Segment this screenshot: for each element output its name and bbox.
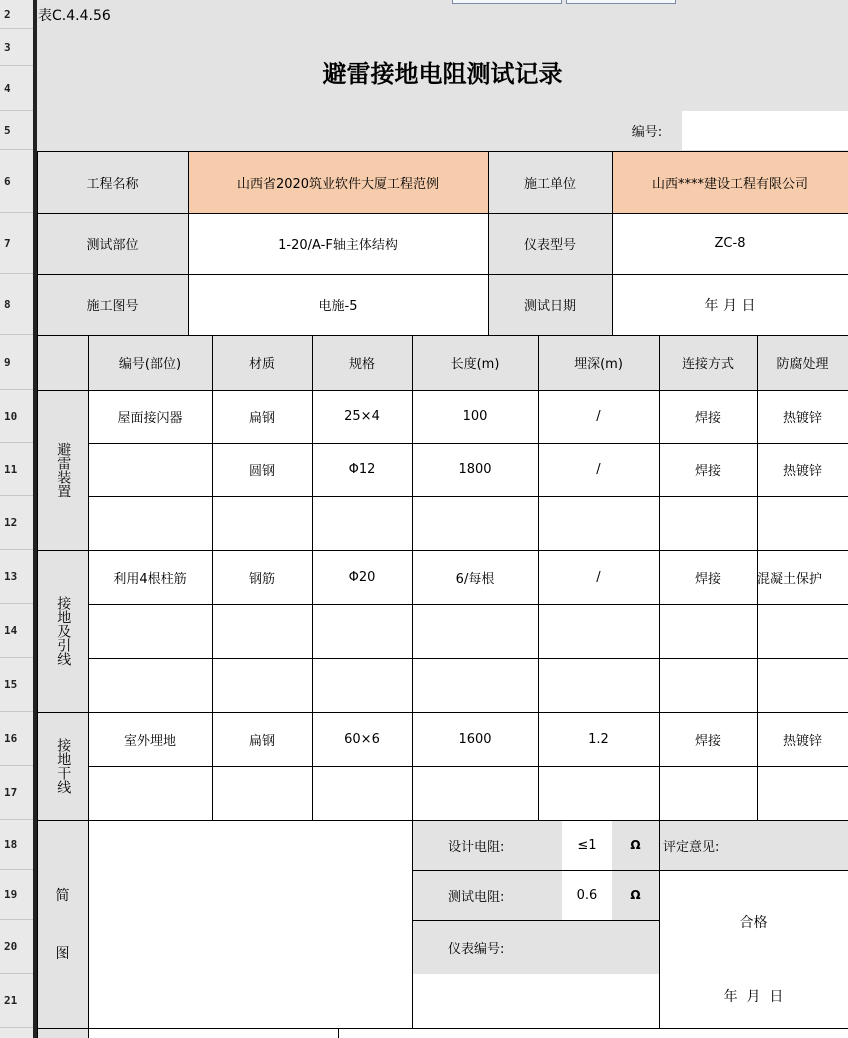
row-number[interactable]: 13: [0, 550, 33, 604]
table-cell[interactable]: 100: [412, 390, 538, 443]
table-cell[interactable]: 混凝土保护: [757, 550, 848, 604]
table-cell[interactable]: [88, 766, 212, 820]
table-cell[interactable]: [312, 658, 412, 712]
table-cell[interactable]: [88, 604, 212, 658]
sketch-label-1: 简: [55, 888, 70, 904]
evaluation-label: 评定意见:: [659, 820, 848, 870]
row-header-column: [0, 0, 34, 1038]
table-cell[interactable]: 热镀锌: [757, 712, 848, 766]
table-cell[interactable]: [538, 658, 659, 712]
table-cell[interactable]: 6/每根: [412, 550, 538, 604]
table-cell[interactable]: [659, 496, 757, 550]
sketch-label: [37, 820, 88, 1028]
test-date-label: 测试日期: [488, 274, 612, 335]
row-number[interactable]: 6: [0, 150, 33, 213]
sketch-label-2: 图: [55, 946, 70, 962]
col-header-material: 材质: [212, 335, 312, 390]
table-cell[interactable]: [312, 604, 412, 658]
table-cell[interactable]: [212, 604, 312, 658]
row-number[interactable]: 8: [0, 274, 33, 335]
number-label: 编号:: [631, 125, 663, 140]
contractor-label: 施工单位: [488, 152, 612, 213]
page-title: 避雷接地电阻测试记录: [322, 59, 563, 88]
bottom-row-cell[interactable]: [338, 1028, 848, 1038]
col-header-id: 编号(部位): [88, 335, 212, 390]
table-cell[interactable]: Φ12: [312, 443, 412, 496]
table-cell[interactable]: [757, 604, 848, 658]
table-cell[interactable]: [412, 496, 538, 550]
table-cell[interactable]: 室外埋地: [88, 712, 212, 766]
table-cell[interactable]: [538, 766, 659, 820]
table-cell[interactable]: [659, 658, 757, 712]
group-label-grounding: 接地及引线: [37, 550, 88, 712]
test-resistance-value[interactable]: 0.6: [562, 870, 612, 920]
col-header-spec: 规格: [312, 335, 412, 390]
table-cell[interactable]: 焊接: [659, 712, 757, 766]
table-cell[interactable]: 1800: [412, 443, 538, 496]
evaluation-date: 年 月 日: [723, 989, 784, 1005]
table-cell[interactable]: 焊接: [659, 443, 757, 496]
table-cell[interactable]: [757, 658, 848, 712]
form-code: 表C.4.4.56: [38, 7, 111, 24]
row-number[interactable]: 14: [0, 604, 33, 658]
table-cell[interactable]: 热镀锌: [757, 390, 848, 443]
group-label-lightning: 避雷装置: [37, 390, 88, 550]
table-cell[interactable]: 1.2: [538, 712, 659, 766]
number-field[interactable]: [682, 111, 848, 150]
project-name-value[interactable]: 山西省2020筑业软件大厦工程范例: [188, 152, 488, 213]
header-blank: [37, 335, 88, 390]
table-cell[interactable]: 60×6: [312, 712, 412, 766]
table-cell[interactable]: [312, 496, 412, 550]
evaluation-value: 合格: [739, 915, 768, 931]
row-number[interactable]: 9: [0, 335, 33, 390]
ohm-unit: Ω: [612, 870, 659, 920]
table-cell[interactable]: [538, 604, 659, 658]
table-cell[interactable]: 焊接: [659, 390, 757, 443]
row-number[interactable]: 19: [0, 870, 33, 920]
row-number[interactable]: 2: [0, 0, 33, 29]
row-number[interactable]: 5: [0, 111, 33, 150]
table-cell[interactable]: 热镀锌: [757, 443, 848, 496]
row-number[interactable]: 10: [0, 390, 33, 443]
table-cell[interactable]: [538, 496, 659, 550]
table-cell[interactable]: /: [538, 443, 659, 496]
row-number[interactable]: 3: [0, 29, 33, 66]
table-cell[interactable]: [312, 766, 412, 820]
table-cell[interactable]: Φ20: [312, 550, 412, 604]
project-name-label: 工程名称: [37, 152, 188, 213]
table-cell[interactable]: [659, 604, 757, 658]
col-header-anticorrosion: 防腐处理: [757, 335, 848, 390]
row-number[interactable]: 7: [0, 213, 33, 274]
table-cell[interactable]: [88, 496, 212, 550]
test-date-value[interactable]: 年 月 日: [612, 274, 848, 335]
table-cell[interactable]: [212, 496, 312, 550]
row-number[interactable]: 15: [0, 658, 33, 712]
ohm-unit: Ω: [612, 820, 659, 870]
table-cell[interactable]: 25×4: [312, 390, 412, 443]
row-number[interactable]: 4: [0, 66, 33, 111]
instrument-no-value[interactable]: [412, 974, 659, 1028]
contractor-value[interactable]: 山西****建设工程有限公司: [612, 152, 848, 213]
test-location-label: 测试部位: [37, 213, 188, 274]
table-cell[interactable]: [212, 766, 312, 820]
sketch-area[interactable]: [88, 820, 412, 1028]
design-resistance-label: 设计电阻:: [412, 820, 562, 870]
row-number[interactable]: 11: [0, 443, 33, 496]
row-number[interactable]: 21: [0, 974, 33, 1028]
table-cell[interactable]: [412, 604, 538, 658]
table-cell[interactable]: [659, 766, 757, 820]
row-number[interactable]: 20: [0, 920, 33, 974]
table-cell[interactable]: /: [538, 550, 659, 604]
drawing-no-label: 施工图号: [37, 274, 188, 335]
table-cell[interactable]: /: [538, 390, 659, 443]
table-cell[interactable]: 扁钢: [212, 390, 312, 443]
bottom-row-cell[interactable]: [88, 1028, 338, 1038]
table-cell[interactable]: [88, 443, 212, 496]
test-resistance-label: 测试电阻:: [412, 870, 562, 920]
row-number[interactable]: 16: [0, 712, 33, 766]
table-cell[interactable]: 利用4根柱筋: [88, 550, 212, 604]
table-cell[interactable]: 扁钢: [212, 712, 312, 766]
table-cell[interactable]: 1600: [412, 712, 538, 766]
table-cell[interactable]: 圆钢: [212, 443, 312, 496]
table-cell[interactable]: 钢筋: [212, 550, 312, 604]
test-location-value[interactable]: 1-20/A-F轴主体结构: [188, 213, 488, 274]
col-header-length: 长度(m): [412, 335, 538, 390]
table-cell[interactable]: [412, 658, 538, 712]
table-cell[interactable]: [212, 658, 312, 712]
row-number[interactable]: 17: [0, 766, 33, 820]
instrument-no-label: 仪表编号:: [412, 920, 659, 974]
embedded-control-left[interactable]: [452, 0, 562, 4]
evaluation-area[interactable]: [659, 870, 848, 1028]
table-cell[interactable]: [757, 766, 848, 820]
table-cell[interactable]: [412, 766, 538, 820]
table-cell[interactable]: [88, 658, 212, 712]
table-cell[interactable]: 屋面接闪器: [88, 390, 212, 443]
group-label-trunk: 接地干线: [37, 712, 88, 820]
instrument-model-value[interactable]: ZC-8: [612, 213, 848, 274]
embedded-control-right[interactable]: [566, 0, 676, 4]
col-header-connection: 连接方式: [659, 335, 757, 390]
row-number[interactable]: 18: [0, 820, 33, 870]
table-cell[interactable]: 焊接: [659, 550, 757, 604]
design-resistance-value[interactable]: ≤1: [562, 820, 612, 870]
col-header-depth: 埋深(m): [538, 335, 659, 390]
row-number[interactable]: 12: [0, 496, 33, 550]
table-cell[interactable]: [757, 496, 848, 550]
instrument-model-label: 仪表型号: [488, 213, 612, 274]
drawing-no-value[interactable]: 电施-5: [188, 274, 488, 335]
